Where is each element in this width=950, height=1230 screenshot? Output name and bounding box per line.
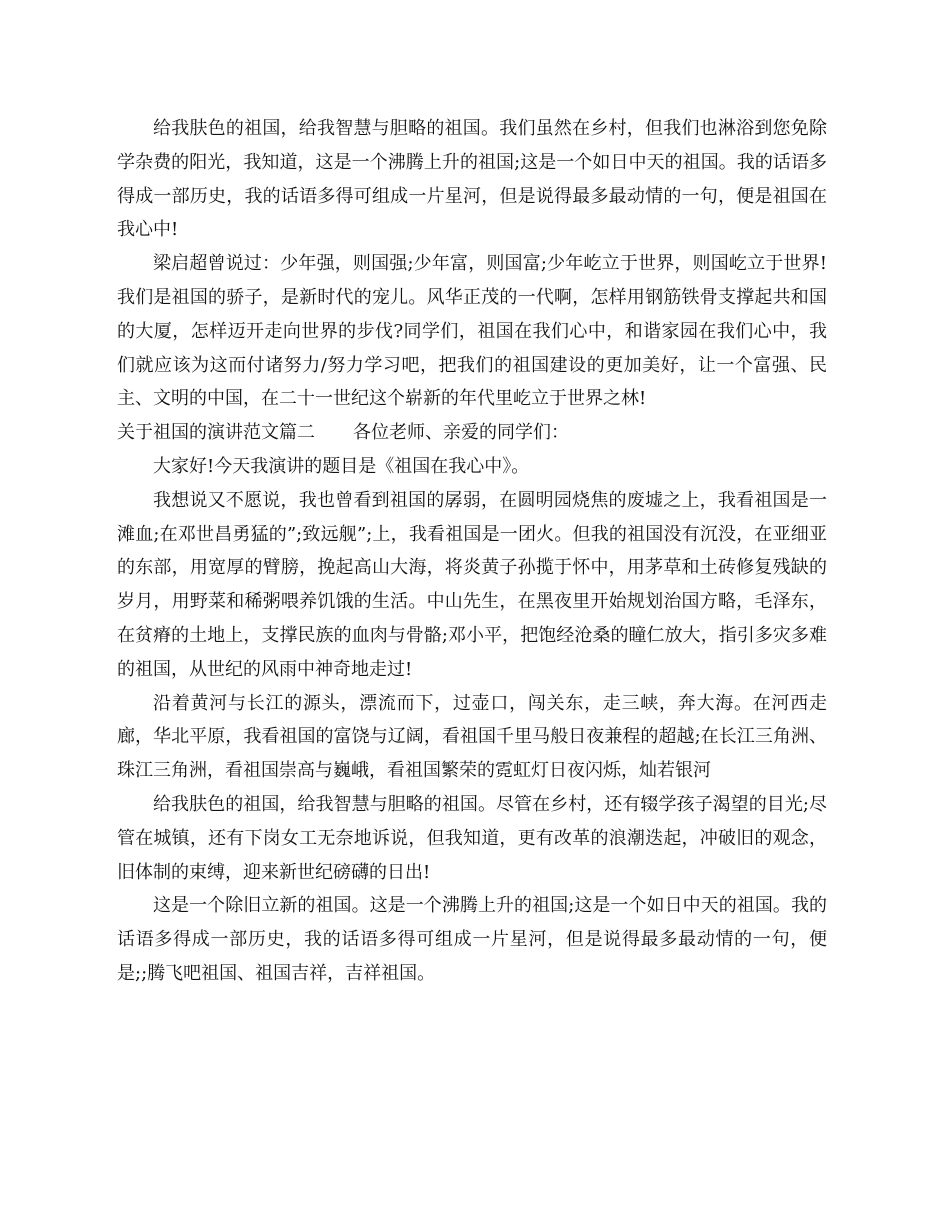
paragraph-6: 给我肤色的祖国，给我智慧与胆略的祖国。尽管在乡村，还有辍学孩子渴望的目光;尽管在城镇，还有下岗女工无奈地诉说，但我知道，更有改革的浪潮迭起，冲破旧的观念，旧体制的束缚，迎来新世纪磅礴的日出! [117, 793, 827, 883]
paragraph-1: 给我肤色的祖国，给我智慧与胆略的祖国。我们虽然在乡村，但我们也淋浴到您免除学杂费的阳光，我知道，这是一个沸腾上升的祖国;这是一个如日中天的祖国。我的话语多得成一部历史，我的话语多得可组成一片星河，但是说得最多最动情的一句，便是祖国在我心中! [117, 118, 827, 241]
section-heading-line [117, 416, 827, 450]
paragraph-3: 大家好!今天我演讲的题目是《祖国在我心中》。 [153, 455, 530, 477]
paragraph-7: 这是一个除旧立新的祖国。这是一个沸腾上升的祖国;这是一个如日中天的祖国。我的话语多得成一部历史，我的话语多得可组成一片星河，但是说得最多最动情的一句，便是;;腾飞吧祖国、祖国吉祥，吉祥祖国。 [117, 895, 827, 984]
paragraph-5: 沿着黄河与长江的源头，漂流而下，过壶口，闯关东，走三峡，奔大海。在河西走廊，华北平原，我看祖国的富饶与辽阔，看祖国千里马般日夜兼程的超越;在长江三角洲、珠江三角洲，看祖国崇高与巍峨，看祖国繁荣的霓虹灯日夜闪烁，灿若银河 [117, 692, 827, 782]
greeting: 各位老师、亲爱的同学们： [353, 422, 569, 444]
paragraph-2: 梁启超曾说过：少年强，则国强;少年富，则国富;少年屹立于世界，则国屹立于世界!我们是祖国的骄子，是新时代的宠儿。风华正茂的一代啊，怎样用钢筋铁骨支撑起共和国的大厦，怎样迈开走向世界的步伐?同学们，祖国在我们心中，和谐家园在我们心中，我们就应该为这而付诸努力/努力学习吧，把我们的祖国建设的更加美好，让一个富强、民主、文明的中国，在二十一世纪这个崭新的年代里屹立于世界之林! [117, 253, 827, 410]
document-body [117, 112, 827, 991]
section-title: 关于祖国的演讲范文篇二 [117, 422, 315, 444]
paragraph-4: 我想说又不愿说，我也曾看到祖国的孱弱，在圆明园烧焦的废墟之上，我看祖国是一滩血;在邓世昌勇猛的”;致远舰”;上，我看祖国是一团火。但我的祖国没有沉没，在亚细亚的东部，用宽厚的臂膀，挽起高山大海，将炎黄子孙揽于怀中，用茅草和土砖修复残缺的岁月，用野菜和稀粥喂养饥饿的生活。中山先生，在黑夜里开始规划治国方略，毛泽东，在贫瘠的土地上，支撑民族的血肉与骨骼;邓小平，把饱经沧桑的瞳仁放大，指引多灾多难的祖国，从世纪的风雨中神奇地走过! [117, 489, 827, 680]
